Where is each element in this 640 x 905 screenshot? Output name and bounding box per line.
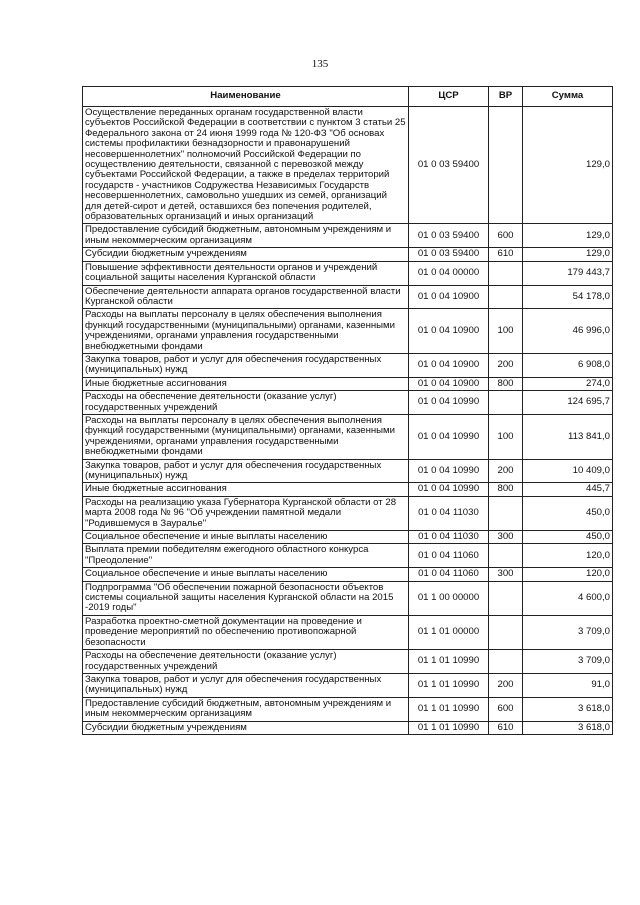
table-row — [83, 459, 613, 483]
cell-csr: 01 0 04 10990 — [409, 391, 489, 415]
cell-vr — [489, 496, 523, 530]
cell-vr — [489, 581, 523, 615]
cell-name: Иные бюджетные ассигнования — [83, 483, 409, 496]
cell-csr: 01 0 04 10990 — [409, 483, 489, 496]
cell-sum: 3 618,0 — [523, 697, 613, 721]
cell-name: Повышение эффективности деятельности органов и учреждений социальной защиты населения Курганской области — [83, 261, 409, 285]
cell-sum: 3 709,0 — [523, 650, 613, 674]
cell-name: Разработка проектно-сметной документации на проведение и проведение мероприятий по обеспечению противопожарной безопасности — [83, 615, 409, 649]
cell-vr — [489, 107, 523, 224]
cell-csr: 01 0 03 59400 — [409, 107, 489, 224]
table-row — [83, 248, 613, 261]
cell-csr: 01 0 04 11030 — [409, 496, 489, 530]
table-row — [83, 107, 613, 224]
cell-csr: 01 0 04 10990 — [409, 459, 489, 483]
cell-csr: 01 0 04 11060 — [409, 568, 489, 581]
cell-sum: 46 996,0 — [523, 309, 613, 354]
cell-vr: 610 — [489, 248, 523, 261]
cell-sum: 129,0 — [523, 107, 613, 224]
table-row — [83, 496, 613, 530]
cell-name: Субсидии бюджетным учреждениям — [83, 248, 409, 261]
cell-csr: 01 1 01 10990 — [409, 697, 489, 721]
cell-sum: 450,0 — [523, 531, 613, 544]
cell-sum: 179 443,7 — [523, 261, 613, 285]
table-row — [83, 309, 613, 354]
cell-csr: 01 0 04 00000 — [409, 261, 489, 285]
cell-sum: 120,0 — [523, 568, 613, 581]
cell-name: Закупка товаров, работ и услуг для обеспечения государственных (муниципальных) нужд — [83, 673, 409, 697]
cell-sum: 124 695,7 — [523, 391, 613, 415]
cell-vr: 600 — [489, 224, 523, 248]
table-row — [83, 414, 613, 459]
cell-vr: 100 — [489, 309, 523, 354]
budget-table — [82, 86, 613, 735]
cell-sum: 10 409,0 — [523, 459, 613, 483]
cell-name: Осуществление переданных органам государственной власти субъектов Российской Федерации в соответствии с пунктом 3 статьи 25 Федерального закона от 24 июня 1999 года № 120-ФЗ "Об основах системы профилактики безнадзорности и правонарушений несовершеннолетних" полномочий Российской Федерации по осуществлению деятельности, связанной с перевозкой между субъектами Российской Федерации, а также в пределах территорий государств - участников Содружества Независимых Государств несовершеннолетних, самовольно ушедших из семей, организаций для детей-сирот и детей, оставшихся без попечения родителей, образовательных организаций и иных организаций — [83, 107, 409, 224]
cell-vr — [489, 544, 523, 568]
cell-sum: 3 709,0 — [523, 615, 613, 649]
table-row — [83, 581, 613, 615]
cell-sum: 445,7 — [523, 483, 613, 496]
cell-name: Расходы на обеспечение деятельности (оказание услуг) государственных учреждений — [83, 650, 409, 674]
table-row — [83, 568, 613, 581]
cell-csr: 01 1 01 00000 — [409, 615, 489, 649]
cell-name: Социальное обеспечение и иные выплаты населению — [83, 531, 409, 544]
cell-csr: 01 0 03 59400 — [409, 224, 489, 248]
cell-csr: 01 1 00 00000 — [409, 581, 489, 615]
cell-name: Субсидии бюджетным учреждениям — [83, 721, 409, 734]
cell-name: Предоставление субсидий бюджетным, автономным учреждениям и иным некоммерческим организациям — [83, 224, 409, 248]
table-header-row — [83, 87, 613, 107]
cell-vr: 300 — [489, 568, 523, 581]
cell-vr — [489, 261, 523, 285]
cell-csr: 01 0 04 11060 — [409, 544, 489, 568]
cell-csr: 01 0 04 10900 — [409, 285, 489, 309]
cell-vr — [489, 285, 523, 309]
header-csr: ЦСР — [409, 87, 489, 107]
cell-sum: 113 841,0 — [523, 414, 613, 459]
cell-vr: 610 — [489, 721, 523, 734]
table-body — [83, 107, 613, 735]
cell-name: Предоставление субсидий бюджетным, автономным учреждениям и иным некоммерческим организациям — [83, 697, 409, 721]
table-row — [83, 224, 613, 248]
cell-vr: 200 — [489, 353, 523, 377]
table-row — [83, 650, 613, 674]
cell-csr: 01 0 04 10990 — [409, 414, 489, 459]
cell-csr: 01 1 01 10990 — [409, 673, 489, 697]
cell-name: Выплата премии победителям ежегодного областного конкурса "Преодоление" — [83, 544, 409, 568]
cell-name: Социальное обеспечение и иные выплаты населению — [83, 568, 409, 581]
table-row — [83, 531, 613, 544]
cell-name: Расходы на реализацию указа Губернатора Курганской области от 28 марта 2008 года № 96 "Об учреждении памятной медали "Родившемуся в Зауралье" — [83, 496, 409, 530]
header-name: Наименование — [83, 87, 409, 107]
cell-csr: 01 0 04 10900 — [409, 353, 489, 377]
header-sum: Сумма — [523, 87, 613, 107]
cell-name: Расходы на выплаты персоналу в целях обеспечения выполнения функций государственными (муниципальными) органами, казенными учреждениями, органами управления государственными внебюджетными фондами — [83, 309, 409, 354]
cell-vr: 800 — [489, 483, 523, 496]
table-row — [83, 697, 613, 721]
cell-sum: 6 908,0 — [523, 353, 613, 377]
cell-csr: 01 1 01 10990 — [409, 721, 489, 734]
table-row — [83, 673, 613, 697]
cell-sum: 129,0 — [523, 224, 613, 248]
table-row — [83, 544, 613, 568]
cell-sum: 3 618,0 — [523, 721, 613, 734]
cell-vr: 600 — [489, 697, 523, 721]
cell-sum: 129,0 — [523, 248, 613, 261]
table-row — [83, 391, 613, 415]
cell-vr: 100 — [489, 414, 523, 459]
table-row — [83, 261, 613, 285]
cell-sum: 120,0 — [523, 544, 613, 568]
cell-sum: 54 178,0 — [523, 285, 613, 309]
cell-vr — [489, 615, 523, 649]
cell-name: Подпрограмма "Об обеспечении пожарной безопасности объектов системы социальной защиты населения Курганской области на 2015 -2019 годы" — [83, 581, 409, 615]
cell-sum: 450,0 — [523, 496, 613, 530]
cell-vr: 800 — [489, 377, 523, 390]
header-vr: ВР — [489, 87, 523, 107]
cell-vr — [489, 650, 523, 674]
table-row — [83, 353, 613, 377]
cell-vr: 300 — [489, 531, 523, 544]
cell-name: Расходы на выплаты персоналу в целях обеспечения выполнения функций государственными (муниципальными) органами, казенными учреждениями, органами управления государственными внебюджетными фондами — [83, 414, 409, 459]
cell-csr: 01 1 01 10990 — [409, 650, 489, 674]
cell-csr: 01 0 04 10900 — [409, 309, 489, 354]
cell-name: Закупка товаров, работ и услуг для обеспечения государственных (муниципальных) нужд — [83, 353, 409, 377]
cell-vr — [489, 391, 523, 415]
cell-name: Расходы на обеспечение деятельности (оказание услуг) государственных учреждений — [83, 391, 409, 415]
cell-vr: 200 — [489, 459, 523, 483]
cell-csr: 01 0 03 59400 — [409, 248, 489, 261]
cell-name: Обеспечение деятельности аппарата органов государственной власти Курганской области — [83, 285, 409, 309]
cell-csr: 01 0 04 10900 — [409, 377, 489, 390]
cell-name: Закупка товаров, работ и услуг для обеспечения государственных (муниципальных) нужд — [83, 459, 409, 483]
table-row — [83, 377, 613, 390]
cell-name: Иные бюджетные ассигнования — [83, 377, 409, 390]
cell-sum: 4 600,0 — [523, 581, 613, 615]
table-row — [83, 615, 613, 649]
page-number: 135 — [311, 58, 329, 70]
table-row — [83, 721, 613, 734]
cell-csr: 01 0 04 11030 — [409, 531, 489, 544]
cell-sum: 274,0 — [523, 377, 613, 390]
table-row — [83, 285, 613, 309]
table-row — [83, 483, 613, 496]
cell-sum: 91,0 — [523, 673, 613, 697]
cell-vr: 200 — [489, 673, 523, 697]
